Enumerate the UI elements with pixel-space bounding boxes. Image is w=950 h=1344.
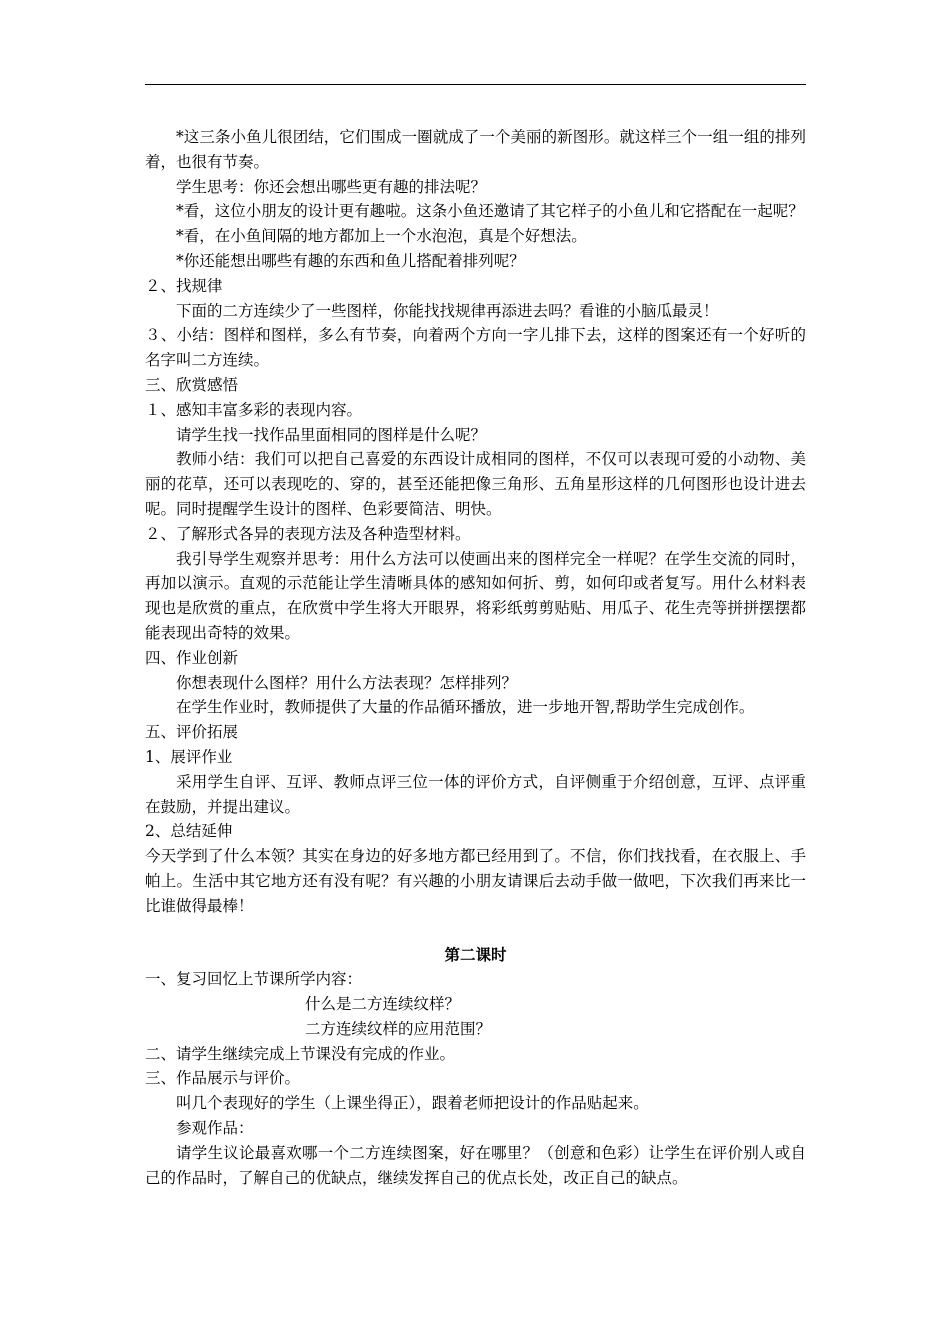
paragraph: *你还能想出哪些有趣的东西和鱼儿搭配着排列呢？ bbox=[176, 251, 525, 270]
section-title: 第二课时 bbox=[444, 944, 507, 964]
paragraph: 学生思考：你还会想出哪些更有趣的排法呢？ bbox=[176, 177, 487, 196]
paragraph: *看，这位小朋友的设计更有趣啦。这条小鱼还邀请了其它样子的小鱼儿和它搭配在一起呢？ bbox=[176, 202, 804, 221]
subheading: 1、展评作业 bbox=[145, 747, 233, 766]
heading: 四、作业创新 bbox=[145, 648, 239, 667]
paragraph: 教师小结：我们可以把自己喜爱的东西设计成相同的图样，不仅可以表现可爱的小动物、美丽的花草，还可以表现吃的、穿的，甚至还能把像三角形、五角星形这样的几何图形也设计进去呢。同时提醒学生设计的图样、色彩要简洁、明快。 bbox=[145, 450, 806, 518]
paragraph: 叫几个表现好的学生（上课坐得正），跟着老师把设计的作品贴起来。 bbox=[176, 1094, 649, 1113]
paragraph: 今天学到了什么本领？其实在身边的好多地方都已经用到了。不信，你们找找看，在衣服上、手帕上。生活中其它地方还有没有呢？有兴趣的小朋友请课后去动手做一做吧，下次我们再来比一比谁做得最棒！ bbox=[145, 847, 806, 915]
subheading: １、感知丰富多彩的表现内容。 bbox=[145, 400, 363, 419]
heading: 五、评价拓展 bbox=[145, 723, 239, 742]
paragraph: *这三条小鱼儿很团结，它们围成一圈就成了一个美丽的新图形。就这样三个一组一组的排列着，也很有节奏。 bbox=[145, 128, 806, 171]
subheading: ２、了解形式各异的表现方法及各种造型材料。 bbox=[145, 524, 471, 543]
subheading: 2、总结延伸 bbox=[145, 822, 233, 841]
question-line: 二方连续纹样的应用范围？ bbox=[305, 1019, 492, 1038]
heading: 三、作品展示与评价。 bbox=[145, 1069, 301, 1088]
paragraph: *看，在小鱼间隔的地方都加上一个水泡泡，真是个好想法。 bbox=[176, 227, 587, 246]
paragraph: 在学生作业时，教师提供了大量的作品循环播放，进一步地开智,帮助学生完成创作。 bbox=[176, 698, 755, 717]
paragraph: 请学生找一找作品里面相同的图样是什么呢？ bbox=[176, 425, 487, 444]
paragraph: 我引导学生观察并思考：用什么方法可以使画出来的图样完全一样呢？在学生交流的同时，再加以演示。直观的示范能让学生清晰具体的感知如何折、剪，如何印或者复写。用什么材料表现也是欣赏的重点，在欣赏中学生将大开眼界，将彩纸剪剪贴贴、用瓜子、花生壳等拼拼摆摆都能表现出奇特的效果。 bbox=[145, 549, 806, 642]
question-line: 什么是二方连续纹样？ bbox=[305, 995, 461, 1014]
subheading: ２、找规律 bbox=[145, 276, 223, 295]
paragraph: 请学生议论最喜欢哪一个二方连续图案，好在哪里？（创意和色彩）让学生在评价别人或自己的作品时，了解自己的优缺点，继续发挥自己的优点长处，改正自己的缺点。 bbox=[145, 1143, 806, 1187]
paragraph: 下面的二方连续少了一些图样，你能找找规律再添进去吗？看谁的小脑瓜最灵！ bbox=[176, 301, 719, 320]
paragraph: 采用学生自评、互评、教师点评三位一体的评价方式，自评侧重于介绍创意，互评、点评重在鼓励，并提出建议。 bbox=[145, 772, 806, 816]
paragraph: ３、小结：图样和图样，多么有节奏，向着两个方向一字儿排下去，这样的图案还有一个好听的名字叫二方连续。 bbox=[145, 326, 806, 370]
header-rule bbox=[145, 84, 806, 85]
heading: 三、欣赏感悟 bbox=[145, 375, 239, 394]
heading: 二、请学生继续完成上节课没有完成的作业。 bbox=[145, 1044, 456, 1063]
paragraph: 参观作品： bbox=[176, 1119, 254, 1138]
paragraph: 你想表现什么图样？用什么方法表现？怎样排列？ bbox=[176, 673, 518, 692]
heading: 一、复习回忆上节课所学内容： bbox=[145, 970, 363, 989]
document-body bbox=[145, 125, 806, 1190]
